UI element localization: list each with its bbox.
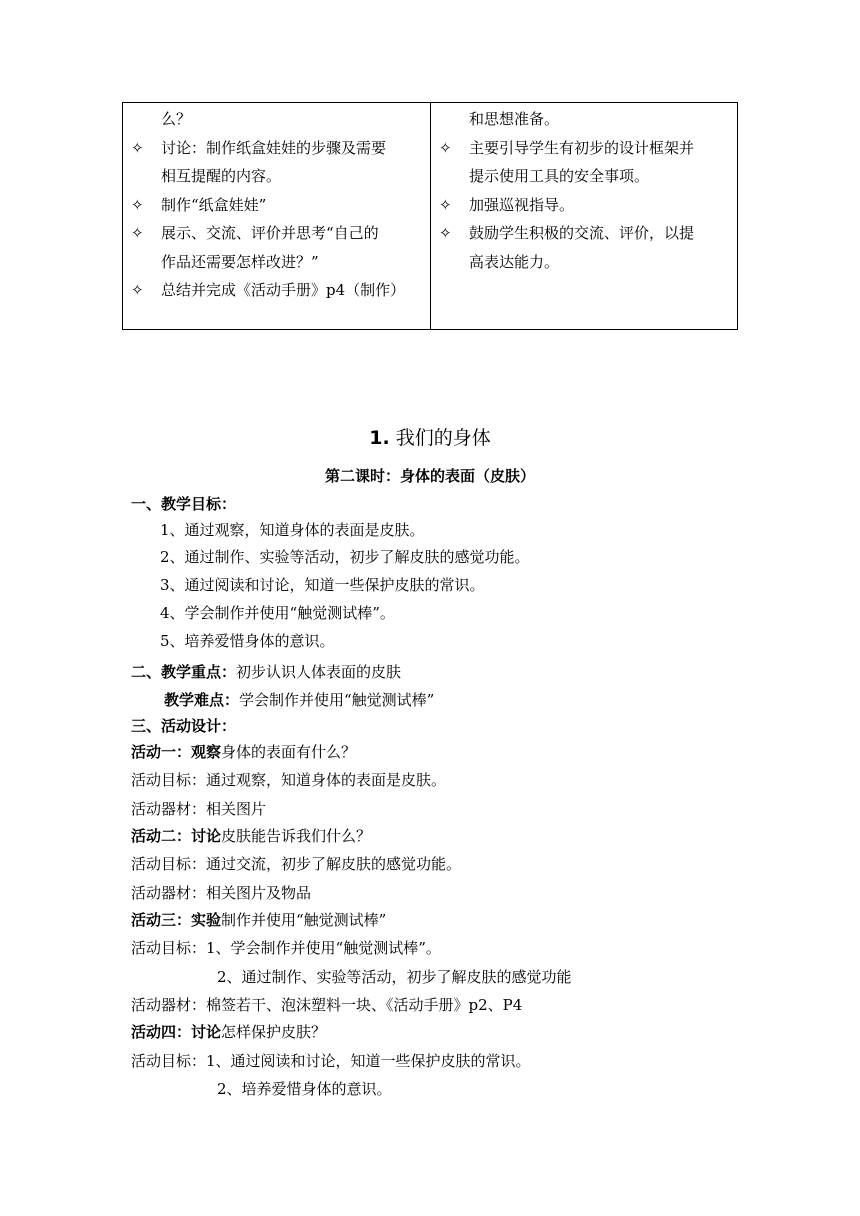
diamond-bullet-icon: ✧ [439, 195, 452, 214]
activity-materials: 活动器材：相关图片 [131, 800, 267, 818]
section-heading-activities: 三、活动设计： [131, 717, 237, 735]
difficulty-text: 学会制作并使用“触觉测试棒” [239, 691, 435, 709]
goal-item: 1、通过观察，知道身体的表面是皮肤。 [160, 521, 425, 539]
table-column-divider [430, 103, 431, 329]
activity-title: 皮肤能告诉我们什么？ [221, 827, 372, 845]
activity-label: 活动三：实验 [131, 911, 222, 929]
activity-materials: 活动器材：棉签若干、泡沫塑料一块、《活动手册》p2、P4 [131, 996, 523, 1014]
activity-heading [131, 742, 356, 762]
right-cell-text: 提示使用工具的安全事项。 [469, 167, 650, 185]
right-cell-text: 加强巡视指导。 [469, 195, 575, 214]
activity-heading [131, 910, 386, 930]
key-point-text: 初步认识人体表面的皮肤 [236, 663, 402, 681]
diamond-bullet-icon: ✧ [131, 281, 144, 299]
right-cell-text: 高表达能力。 [469, 252, 560, 271]
left-cell-text: 相互提醒的内容。 [161, 167, 282, 185]
section-heading-key-point: 二、教学重点： [131, 663, 237, 681]
right-cell-text: 鼓励学生积极的交流、评价，以提 [469, 224, 695, 242]
right-cell-text: 和思想准备。 [469, 110, 560, 128]
activity-label: 活动二：讨论 [131, 827, 222, 845]
lesson-title-number: 1. [369, 427, 390, 449]
activity-goal: 活动目标：1、学会制作并使用“触觉测试棒”。 [131, 939, 441, 957]
left-cell-text: 讨论：制作纸盒娃娃的步骤及需要 [161, 138, 387, 157]
activity-goal-continued: 2、通过制作、实验等活动，初步了解皮肤的感觉功能 [217, 968, 572, 986]
goal-item: 3、通过阅读和讨论，知道一些保护皮肤的常识。 [160, 576, 485, 594]
lesson-title-text: 我们的身体 [395, 427, 491, 449]
diamond-bullet-icon: ✧ [131, 195, 144, 214]
activity-heading [131, 826, 371, 846]
activity-title: 身体的表面有什么？ [221, 743, 357, 761]
activity-goal: 活动目标：通过观察，知道身体的表面是皮肤。 [131, 771, 447, 789]
left-cell-text: 总结并完成《活动手册》p4（制作） [161, 281, 406, 299]
lesson-subtitle: 第二课时：身体的表面（皮肤） [324, 467, 535, 485]
diamond-bullet-icon: ✧ [439, 138, 452, 157]
diamond-bullet-icon: ✧ [439, 224, 452, 242]
diamond-bullet-icon: ✧ [131, 138, 144, 157]
difficulty-heading: 教学难点： [164, 691, 240, 709]
activity-title: 怎样保护皮肤？ [221, 1023, 327, 1041]
left-cell-text: 么？ [161, 110, 192, 128]
lesson-title [0, 426, 860, 450]
goal-item: 4、学会制作并使用“触觉测试棒”。 [160, 604, 395, 622]
section-heading-goals: 一、教学目标： [131, 495, 237, 513]
activity-goal: 活动目标：通过交流，初步了解皮肤的感觉功能。 [131, 855, 462, 873]
activity-goal: 活动目标：1、通过阅读和讨论，知道一些保护皮肤的常识。 [131, 1052, 531, 1070]
left-cell-text: 展示、交流、评价并思考“自己的 [161, 224, 379, 242]
left-cell-text: 制作“纸盒娃娃” [161, 195, 267, 214]
right-cell-text: 主要引导学生有初步的设计框架并 [469, 138, 695, 157]
lesson-table [122, 102, 738, 330]
diamond-bullet-icon: ✧ [131, 224, 144, 242]
left-cell-text: 作品还需要怎样改进？” [161, 252, 319, 271]
key-point-line [131, 662, 401, 682]
activity-heading [131, 1022, 326, 1042]
activity-label: 活动一：观察 [131, 743, 222, 761]
activity-label: 活动四：讨论 [131, 1023, 222, 1041]
goal-item: 2、通过制作、实验等活动，初步了解皮肤的感觉功能。 [160, 548, 530, 566]
activity-materials: 活动器材：相关图片及物品 [131, 884, 312, 902]
difficulty-line [164, 690, 434, 710]
activity-title: 制作并使用“触觉测试棒” [221, 911, 387, 929]
activity-goal-continued: 2、培养爱惜身体的意识。 [217, 1080, 392, 1098]
goal-item: 5、培养爱惜身体的意识。 [160, 632, 335, 650]
